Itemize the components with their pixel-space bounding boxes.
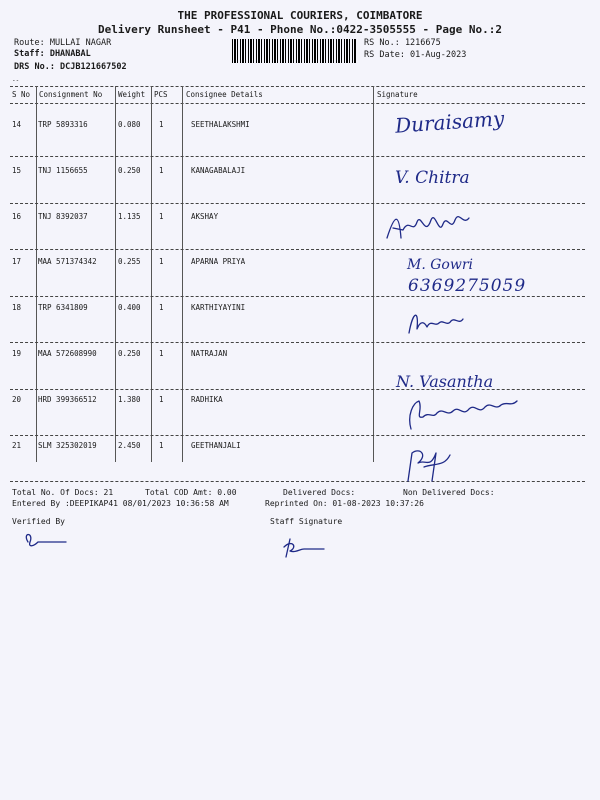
row-sno: 15 [12,166,22,175]
row-rule [10,435,585,436]
total-docs: Total No. Of Docs: 21 [12,488,114,497]
row-sno: 16 [12,212,22,221]
row-rule [10,249,585,250]
col-header-signature: Signature [377,90,418,99]
row-rule [10,389,585,390]
row-sno: 18 [12,303,22,312]
row-consignee: KANAGABALAJI [191,166,246,175]
col-header-sno: S No [12,90,31,99]
row-consignment: SLM 325302019 [38,441,97,450]
staff-signature [280,535,330,561]
row-pcs: 1 [159,395,164,404]
row-weight: 0.250 [118,166,141,175]
row-weight: 2.450 [118,441,141,450]
drs-number: DRS No.: DCJB121667502 [14,62,127,72]
runsheet-subtitle: Delivery Runsheet - P41 - Phone No.:0422-3505555 - Page No.:2 [98,23,502,36]
row-pcs: 1 [159,212,164,221]
row-weight: 0.080 [118,120,141,129]
signature-geethanjali [400,445,455,485]
row-consignment: TRP 6341809 [38,303,88,312]
row-consignee: APARNA PRIYA [191,257,246,266]
row-sno: 17 [12,257,22,266]
row-pcs: 1 [159,257,164,266]
total-cod-amount: Total COD Amt: 0.00 [145,488,237,497]
col-header-consignment: Consignment No [39,90,103,99]
row-rule [10,342,585,343]
row-weight: 1.380 [118,395,141,404]
delivered-docs: Delivered Docs: [283,488,356,497]
table-top-rule [10,86,585,87]
rs-number: RS No.: 1216675 [364,38,441,48]
row-weight: 0.255 [118,257,141,266]
col-divider [182,86,183,462]
signature-karthiyayini [405,305,465,339]
reprinted-on: Reprinted On: 01-08-2023 10:37:26 [265,499,424,508]
non-delivered-docs: Non Delivered Docs: [403,488,495,497]
row-consignment: TNJ 1156655 [38,166,88,175]
verified-by-signature [20,530,70,552]
route-label: Route: MULLAI NAGAR [14,38,112,48]
row-consignee: AKSHAY [191,212,219,221]
row-consignment: MAA 571374342 [38,257,97,266]
row-consignee: RADHIKA [191,395,223,404]
row-consignee: SEETHALAKSHMI [191,120,250,129]
row-pcs: 1 [159,303,164,312]
signature-chitra: V. Chitra [395,168,470,188]
row-consignment: HRD 399366512 [38,395,97,404]
staff-signature-label: Staff Signature [270,517,343,526]
col-divider [151,86,152,462]
verified-by-label: Verified By [12,517,65,526]
table-bottom-rule [10,481,585,482]
row-sno: 14 [12,120,22,129]
row-consignee: GEETHANJALI [191,441,241,450]
row-pcs: 1 [159,441,164,450]
row-consignee: NATRAJAN [191,349,228,358]
row-sno: 21 [12,441,22,450]
row-pcs: 1 [159,166,164,175]
col-header-consignee: Consignee Details [186,90,263,99]
row-consignment: TRP 5893316 [38,120,88,129]
row-sno: 19 [12,349,22,358]
row-consignee: KARTHIYAYINI [191,303,246,312]
col-divider [36,86,37,462]
signature-akshay [385,208,475,248]
handwritten-phone: 6369275059 [408,276,527,296]
signature-radhika [405,395,520,435]
col-divider [115,86,116,462]
marker: -- [12,77,20,84]
col-divider [373,86,374,462]
rs-date: RS Date: 01-Aug-2023 [364,50,467,60]
row-rule [10,296,585,297]
signature-duraisamy: Duraisamy [394,106,505,138]
row-weight: 1.135 [118,212,141,221]
col-header-weight: Weight [118,90,146,99]
row-rule [10,156,585,157]
company-name: THE PROFESSIONAL COURIERS, COIMBATORE [177,9,423,22]
row-weight: 0.400 [118,303,141,312]
col-header-pcs: PCS [154,90,168,99]
handwritten-name-gowri: M. Gowri [407,257,474,273]
staff-label: Staff: DHANABAL [14,49,91,59]
row-consignment: TNJ 8392037 [38,212,88,221]
barcode [232,39,357,63]
row-sno: 20 [12,395,22,404]
row-pcs: 1 [159,120,164,129]
row-weight: 0.250 [118,349,141,358]
row-consignment: MAA 572608990 [38,349,97,358]
signature-vasantha: N. Vasantha [396,372,494,391]
header-rule [10,103,585,104]
entered-by: Entered By :DEEPIKAP41 08/01/2023 10:36:58 AM [12,499,229,508]
row-pcs: 1 [159,349,164,358]
row-rule [10,203,585,204]
